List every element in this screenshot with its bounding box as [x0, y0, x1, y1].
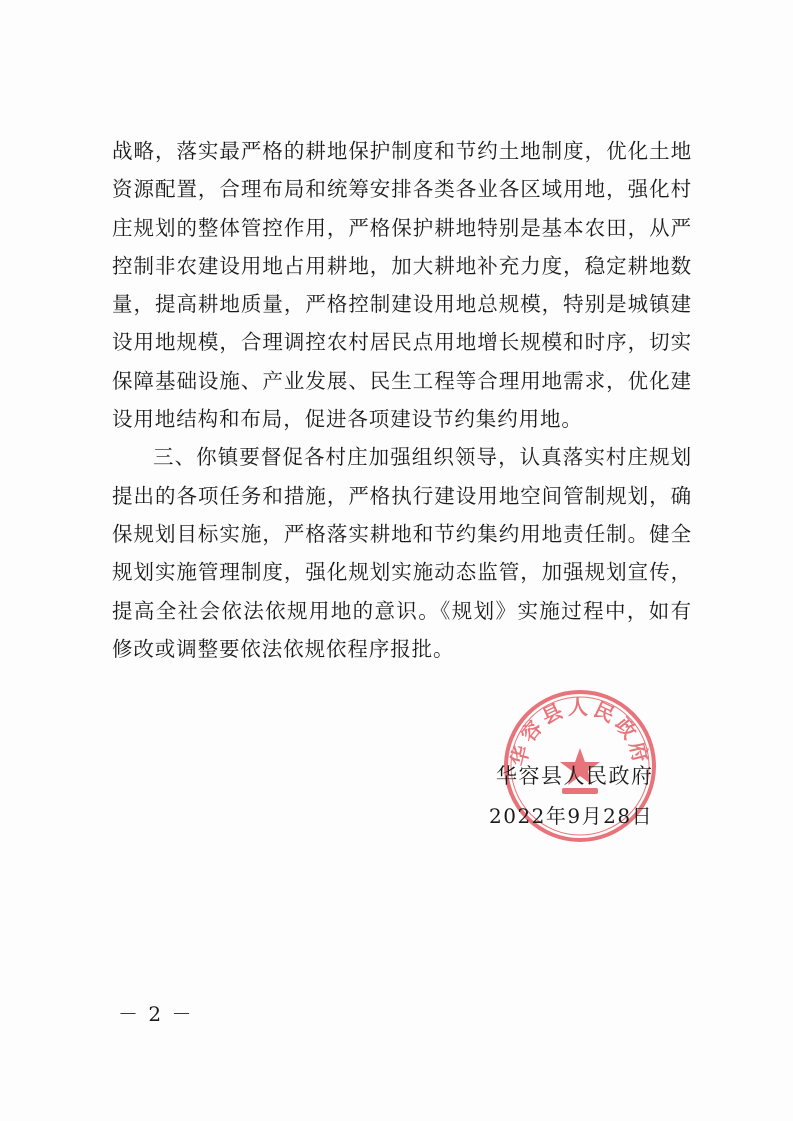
document-body — [112, 132, 692, 668]
issuer-name: 华容县人民政府 — [496, 764, 654, 788]
svg-text:华容县人民政府: 华容县人民政府 — [506, 695, 654, 769]
paragraph-item-three: 三、你镇要督促各村庄加强组织领导，认真落实村庄规划提出的各项任务和措施，严格执行建设用地空间管制规划，确保规划目标实施，严格落实耕地和节约集约用地责任制。健全规划实施管理制度，强化规划实施动态监管，加强规划宣传，提高全社会依法依规用地的意识。《规划》实施过程中，如有修改或调整要依法依规依程序报批。 — [112, 445, 692, 661]
issue-date: 2022年9月28日 — [489, 804, 654, 828]
page-number: － 2 － — [118, 1002, 194, 1026]
paragraph-continuation: 战略，落实最严格的耕地保护制度和节约土地制度，优化土地资源配置，合理布局和统筹安排各类各业各区域用地，强化村庄规划的整体管控作用，严格保护耕地特别是基本农田，从严控制非农建设用地占用耕地，加大耕地补充力度，稳定耕地数量，提高耕地质量，严格控制建设用地总规模，特别是城镇建设用地规模，合理调控农村居民点用地增长规模和时序，切实保障基础设施、产业发展、民生工程等合理用地需求，优化建设用地结构和布局，促进各项建设节约集约用地。 — [112, 139, 692, 432]
